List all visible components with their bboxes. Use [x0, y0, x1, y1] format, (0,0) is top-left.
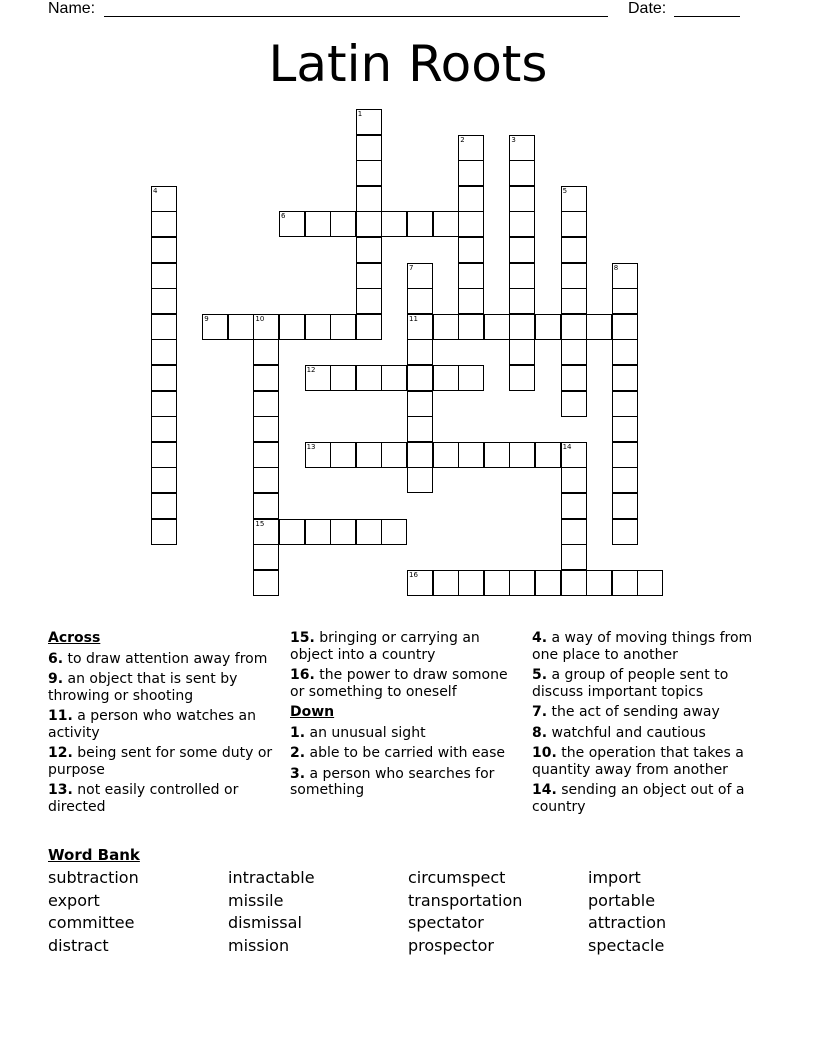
grid-cell[interactable]	[228, 314, 254, 340]
grid-cell[interactable]	[253, 314, 279, 340]
grid-cell[interactable]	[561, 288, 587, 314]
grid-cell[interactable]	[458, 570, 484, 596]
word-bank-item: subtraction	[48, 868, 139, 887]
grid-cell[interactable]	[356, 263, 382, 289]
grid-cell[interactable]	[458, 160, 484, 186]
grid-cell[interactable]	[509, 288, 535, 314]
word-bank-item: portable	[588, 890, 656, 910]
clue-number-label: 13	[306, 442, 316, 451]
grid-cell[interactable]	[407, 314, 433, 340]
grid-cell[interactable]	[151, 186, 177, 212]
grid-cell[interactable]	[151, 467, 177, 493]
grid-cell[interactable]	[612, 442, 638, 468]
grid-cell[interactable]	[305, 519, 331, 545]
clue-number-label: 11	[409, 314, 418, 323]
clue-across-12: 12. being sent for some duty or purpose	[48, 745, 273, 778]
grid-cell[interactable]	[151, 339, 177, 365]
grid-cell[interactable]	[612, 365, 638, 391]
clue-number-label: 10	[255, 314, 265, 323]
grid-cell[interactable]	[253, 365, 279, 391]
grid-cell[interactable]	[381, 519, 407, 545]
clue-down-3: 3. a person who searches for something	[290, 765, 495, 798]
clue-number-label: 14	[562, 442, 572, 451]
word-bank-item: import	[588, 868, 641, 887]
clue-down-8: 8. watchful and cautious	[532, 724, 706, 741]
grid-cell[interactable]	[253, 544, 279, 570]
grid-cell[interactable]	[407, 288, 433, 314]
grid-cell[interactable]	[458, 365, 484, 391]
clue-across-9: 9. an object that is sent by throwing or shooting	[48, 671, 238, 704]
grid-cell[interactable]	[458, 288, 484, 314]
grid-cell[interactable]	[253, 570, 279, 596]
grid-cell[interactable]	[612, 391, 638, 417]
grid-cell[interactable]	[330, 211, 356, 237]
grid-cell[interactable]	[561, 237, 587, 263]
grid-cell[interactable]	[253, 416, 279, 442]
grid-cell[interactable]	[151, 314, 177, 340]
grid-cell[interactable]	[407, 391, 433, 417]
grid-cell[interactable]	[561, 544, 587, 570]
grid-cell[interactable]	[151, 263, 177, 289]
grid-cell[interactable]	[509, 135, 535, 161]
grid-cell[interactable]	[535, 314, 561, 340]
grid-cell[interactable]	[151, 237, 177, 263]
word-bank-item: mission	[228, 935, 290, 955]
grid-cell[interactable]	[356, 160, 382, 186]
grid-cell[interactable]	[151, 519, 177, 545]
grid-cell[interactable]	[433, 442, 459, 468]
clue-down-1: 1. an unusual sight	[290, 724, 426, 741]
grid-cell[interactable]	[305, 442, 331, 468]
grid-cell[interactable]	[612, 467, 638, 493]
clue-number-label: 16	[409, 570, 418, 579]
grid-cell[interactable]	[612, 263, 638, 289]
clue-down-14: 14. sending an object out of a country	[532, 782, 745, 815]
grid-cell[interactable]	[381, 442, 407, 468]
grid-cell[interactable]	[407, 365, 433, 391]
grid-cell[interactable]	[151, 391, 177, 417]
grid-cell[interactable]	[484, 570, 510, 596]
grid-cell[interactable]	[253, 391, 279, 417]
grid-cell[interactable]	[637, 570, 663, 596]
grid-cell[interactable]	[561, 339, 587, 365]
header	[48, 0, 748, 20]
clue-across-6: 6. to draw attention away from	[48, 650, 268, 667]
grid-cell[interactable]	[253, 493, 279, 519]
grid-cell[interactable]	[433, 365, 459, 391]
page-title: Latin Roots	[268, 35, 548, 93]
grid-cell[interactable]	[458, 314, 484, 340]
grid-cell[interactable]	[561, 442, 587, 468]
grid-cell[interactable]	[612, 314, 638, 340]
word-bank-item: intractable	[228, 868, 315, 887]
grid-cell[interactable]	[407, 467, 433, 493]
grid-cell[interactable]	[612, 416, 638, 442]
clue-number-label: 2	[460, 135, 465, 144]
grid-cell[interactable]	[253, 467, 279, 493]
grid-cell[interactable]	[535, 570, 561, 596]
grid-cell[interactable]	[561, 314, 587, 340]
grid-cell[interactable]	[330, 442, 356, 468]
grid-cell[interactable]	[330, 365, 356, 391]
grid-cell[interactable]	[509, 570, 535, 596]
grid-cell[interactable]	[561, 467, 587, 493]
grid-cell[interactable]	[151, 416, 177, 442]
grid-cell[interactable]	[586, 570, 612, 596]
grid-cell[interactable]	[509, 160, 535, 186]
word-bank-title: Word Bank	[48, 846, 140, 864]
grid-cell[interactable]	[253, 519, 279, 545]
grid-cell[interactable]	[407, 570, 433, 596]
grid-cell[interactable]	[561, 211, 587, 237]
clue-across-15: 15. bringing or carrying an object into a country	[290, 630, 480, 663]
grid-cell[interactable]	[586, 314, 612, 340]
grid-cell[interactable]	[330, 519, 356, 545]
word-bank-item: dismissal	[228, 913, 302, 932]
clue-number-label: 3	[511, 135, 516, 144]
down-heading: Down	[290, 704, 335, 720]
grid-cell[interactable]	[356, 237, 382, 263]
clue-number-label: 4	[153, 186, 158, 195]
grid-cell[interactable]	[279, 314, 305, 340]
grid-cell[interactable]	[509, 263, 535, 289]
word-bank-item: circumspect	[408, 868, 506, 887]
grid-cell[interactable]	[561, 391, 587, 417]
grid-cell[interactable]	[356, 442, 382, 468]
date-label: Date:	[628, 0, 667, 17]
grid-cell[interactable]	[279, 519, 305, 545]
grid-cell[interactable]	[356, 519, 382, 545]
clue-down-10: 10. the operation that takes a quantity away from another	[532, 745, 744, 778]
grid-cell[interactable]	[356, 288, 382, 314]
grid-cell[interactable]	[202, 314, 228, 340]
clues-column-3	[532, 630, 768, 819]
grid-cell[interactable]	[253, 442, 279, 468]
grid-cell[interactable]	[433, 570, 459, 596]
word-bank-item: spectacle	[588, 935, 665, 955]
grid-cell[interactable]	[407, 339, 433, 365]
clue-down-2: 2. able to be carried with ease	[290, 745, 506, 761]
grid-cell[interactable]	[458, 186, 484, 212]
grid-cell[interactable]	[433, 211, 459, 237]
grid-cell[interactable]	[407, 416, 433, 442]
grid-cell[interactable]	[509, 314, 535, 340]
grid-cell[interactable]	[381, 211, 407, 237]
grid-cell[interactable]	[561, 570, 587, 596]
clue-down-7: 7. the act of sending away	[532, 704, 720, 720]
clue-across-11: 11. a person who watches an activity	[48, 708, 256, 741]
grid-cell[interactable]	[458, 237, 484, 263]
grid-cell[interactable]	[407, 211, 433, 237]
clue-down-5: 5. a group of people sent to discuss important topics	[532, 667, 729, 700]
grid-cell[interactable]	[305, 365, 331, 391]
grid-cell[interactable]	[151, 493, 177, 519]
clue-down-4: 4. a way of moving things from one place to another	[532, 630, 753, 663]
date-field-line[interactable]	[674, 16, 740, 17]
grid-cell[interactable]	[484, 314, 510, 340]
grid-cell[interactable]	[612, 339, 638, 365]
grid-cell[interactable]	[356, 211, 382, 237]
clues-column-2	[290, 630, 520, 803]
clue-number-label: 7	[409, 263, 414, 272]
grid-cell[interactable]	[356, 135, 382, 161]
grid-cell[interactable]	[612, 288, 638, 314]
word-bank-item: prospector	[408, 935, 494, 955]
grid-cell[interactable]	[458, 135, 484, 161]
grid-cell[interactable]	[561, 365, 587, 391]
grid-cell[interactable]	[407, 442, 433, 468]
clue-across-13: 13. not easily controlled or directed	[48, 782, 239, 815]
grid-cell[interactable]	[407, 263, 433, 289]
name-field-line[interactable]	[104, 16, 608, 17]
word-bank-item: attraction	[588, 913, 667, 932]
grid-cell[interactable]	[535, 442, 561, 468]
grid-cell[interactable]	[561, 519, 587, 545]
clues-column-1	[48, 630, 278, 819]
across-heading: Across	[48, 630, 101, 646]
grid-cell[interactable]	[458, 263, 484, 289]
grid-cell[interactable]	[612, 493, 638, 519]
clue-number-label: 8	[613, 263, 619, 272]
grid-cell[interactable]	[561, 263, 587, 289]
grid-cell[interactable]	[509, 186, 535, 212]
clue-number-label: 5	[562, 186, 568, 195]
word-bank-item: transportation	[408, 890, 523, 910]
grid-cell[interactable]	[561, 493, 587, 519]
grid-cell[interactable]	[253, 339, 279, 365]
grid-cell[interactable]	[330, 314, 356, 340]
clue-number-label: 1	[357, 110, 363, 118]
grid-cell[interactable]	[356, 109, 382, 135]
grid-cell[interactable]	[612, 519, 638, 545]
word-bank-item: missile	[228, 890, 284, 910]
grid-cell[interactable]	[612, 570, 638, 596]
grid-cell[interactable]	[509, 442, 535, 468]
clue-number-label: 9	[204, 314, 209, 323]
grid-cell[interactable]	[561, 186, 587, 212]
grid-cell[interactable]	[151, 288, 177, 314]
clue-number-label: 6	[281, 212, 286, 221]
grid-cell[interactable]	[305, 314, 331, 340]
grid-cell[interactable]	[356, 314, 382, 340]
grid-cell[interactable]	[509, 365, 535, 391]
clue-number-label: 12	[306, 366, 316, 374]
grid-cell[interactable]	[151, 442, 177, 468]
grid-cell[interactable]	[151, 365, 177, 391]
word-bank-item: export	[48, 890, 100, 910]
grid-cell[interactable]	[279, 211, 305, 237]
grid-cell[interactable]	[509, 237, 535, 263]
clue-number-label: 15	[255, 519, 265, 528]
grid-cell[interactable]	[509, 211, 535, 237]
grid-cell[interactable]	[305, 211, 331, 237]
grid-cell[interactable]	[509, 339, 535, 365]
word-bank-item: committee	[48, 913, 135, 932]
clue-across-16: 16. the power to draw somone or something to oneself	[290, 667, 508, 700]
grid-cell[interactable]	[381, 365, 407, 391]
word-bank-item: spectator	[408, 913, 484, 932]
word-bank-item: distract	[48, 935, 109, 955]
grid-cell[interactable]	[458, 211, 484, 237]
grid-cell[interactable]	[151, 211, 177, 237]
grid-cell[interactable]	[356, 186, 382, 212]
grid-cell[interactable]	[356, 365, 382, 391]
grid-cell[interactable]	[484, 442, 510, 468]
grid-cell[interactable]	[458, 442, 484, 468]
grid-cell[interactable]	[433, 314, 459, 340]
name-label: Name:	[48, 0, 96, 17]
